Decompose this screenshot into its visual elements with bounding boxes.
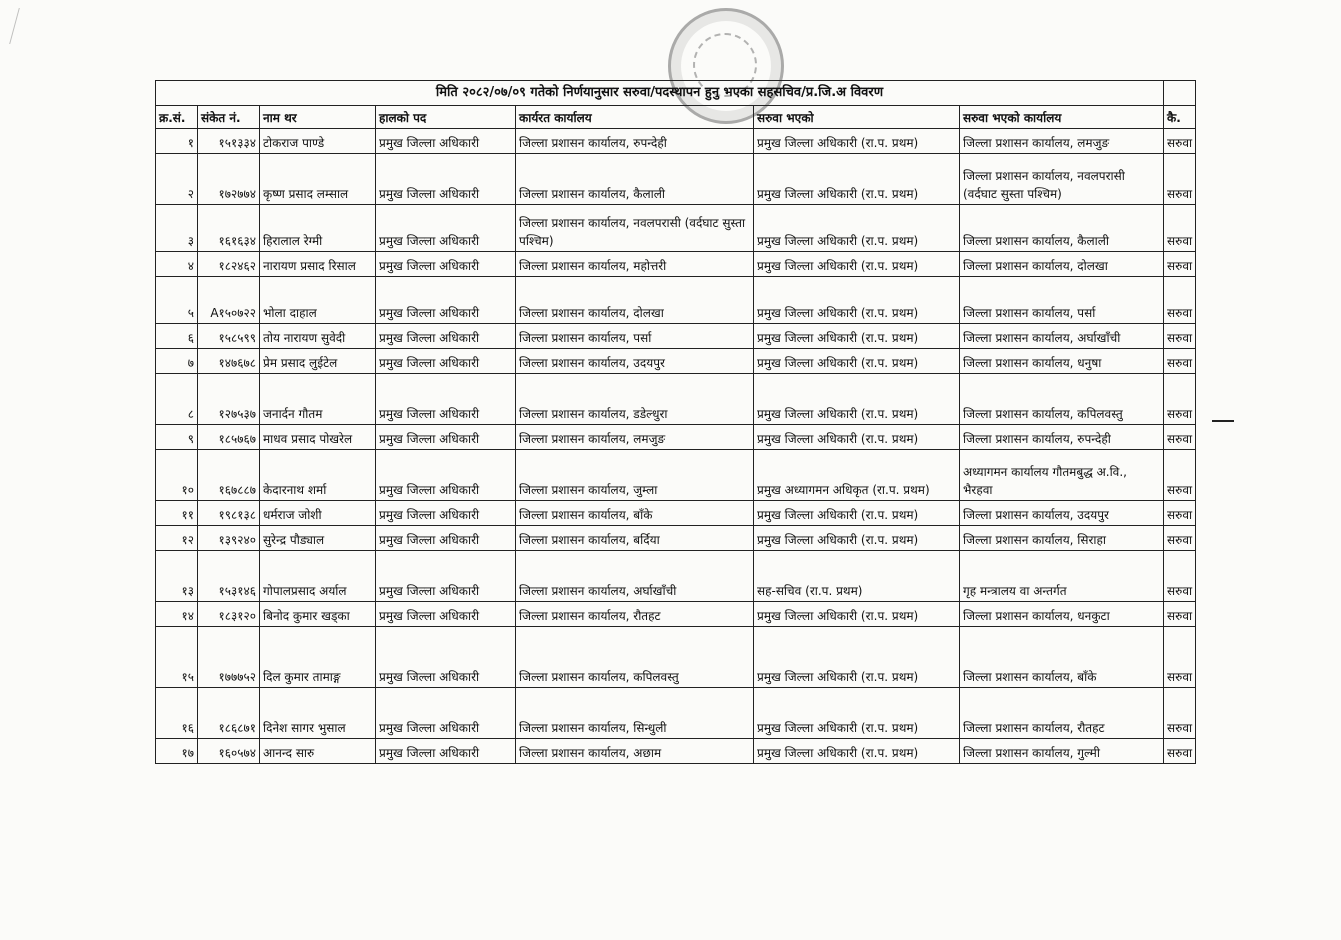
header-row	[156, 106, 1196, 129]
code-cell: १७७७५२	[198, 627, 260, 688]
code-cell: १३९२४०	[198, 526, 260, 551]
code-cell: A१५०७२२	[198, 277, 260, 324]
serial-cell: ३	[156, 205, 198, 252]
code-cell: १४७६७८	[198, 349, 260, 374]
current-post-cell: प्रमुख जिल्ला अधिकारी	[376, 252, 516, 277]
header-serial: क्र.सं.	[156, 106, 198, 129]
code-cell: १२७५३७	[198, 374, 260, 425]
remark-cell: सरुवा	[1164, 374, 1196, 425]
serial-cell: २	[156, 154, 198, 205]
working-office-cell: जिल्ला प्रशासन कार्यालय, उदयपुर	[516, 349, 754, 374]
table-row	[156, 205, 1196, 252]
current-post-cell: प्रमुख जिल्ला अधिकारी	[376, 501, 516, 526]
transferred-as-cell: प्रमुख जिल्ला अधिकारी (रा.प. प्रथम)	[754, 154, 960, 205]
remark-cell: सरुवा	[1164, 277, 1196, 324]
header-transferred-office: सरुवा भएको कार्यालय	[960, 106, 1164, 129]
title-blank-cell	[1164, 81, 1196, 106]
table-row	[156, 324, 1196, 349]
working-office-cell: जिल्ला प्रशासन कार्यालय, बर्दिया	[516, 526, 754, 551]
current-post-cell: प्रमुख जिल्ला अधिकारी	[376, 688, 516, 739]
working-office-cell: जिल्ला प्रशासन कार्यालय, लमजुङ	[516, 425, 754, 450]
current-post-cell: प्रमुख जिल्ला अधिकारी	[376, 739, 516, 764]
header-transferred-as: सरुवा भएको	[754, 106, 960, 129]
transferred-as-cell: प्रमुख जिल्ला अधिकारी (रा.प. प्रथम)	[754, 374, 960, 425]
header-code: संकेत नं.	[198, 106, 260, 129]
transferred-office-cell: जिल्ला प्रशासन कार्यालय, रुपन्देही	[960, 425, 1164, 450]
transferred-office-cell: जिल्ला प्रशासन कार्यालय, लमजुङ	[960, 129, 1164, 154]
current-post-cell: प्रमुख जिल्ला अधिकारी	[376, 627, 516, 688]
serial-cell: १४	[156, 602, 198, 627]
transferred-office-cell: जिल्ला प्रशासन कार्यालय, पर्सा	[960, 277, 1164, 324]
working-office-cell: जिल्ला प्रशासन कार्यालय, रौतहट	[516, 602, 754, 627]
working-office-cell: जिल्ला प्रशासन कार्यालय, कैलाली	[516, 154, 754, 205]
name-cell: कृष्ण प्रसाद लम्साल	[260, 154, 376, 205]
table-row	[156, 129, 1196, 154]
code-cell: १६०५७४	[198, 739, 260, 764]
name-cell: धर्मराज जोशी	[260, 501, 376, 526]
serial-cell: ५	[156, 277, 198, 324]
current-post-cell: प्रमुख जिल्ला अधिकारी	[376, 526, 516, 551]
name-cell: टोकराज पाण्डे	[260, 129, 376, 154]
current-post-cell: प्रमुख जिल्ला अधिकारी	[376, 551, 516, 602]
header-remarks: कै.	[1164, 106, 1196, 129]
code-cell: १८५७६७	[198, 425, 260, 450]
transferred-as-cell: प्रमुख जिल्ला अधिकारी (रा.प. प्रथम)	[754, 277, 960, 324]
current-post-cell: प्रमुख जिल्ला अधिकारी	[376, 154, 516, 205]
remark-cell: सरुवा	[1164, 688, 1196, 739]
name-cell: बिनोद कुमार खड्का	[260, 602, 376, 627]
current-post-cell: प्रमुख जिल्ला अधिकारी	[376, 129, 516, 154]
code-cell: १५३१४६	[198, 551, 260, 602]
serial-cell: ९	[156, 425, 198, 450]
code-cell: १८२४६२	[198, 252, 260, 277]
transferred-office-cell: जिल्ला प्रशासन कार्यालय, धनुषा	[960, 349, 1164, 374]
name-cell: गोपालप्रसाद अर्याल	[260, 551, 376, 602]
transferred-office-cell: जिल्ला प्रशासन कार्यालय, बाँके	[960, 627, 1164, 688]
table-row	[156, 501, 1196, 526]
transferred-as-cell: प्रमुख जिल्ला अधिकारी (रा.प. प्रथम)	[754, 526, 960, 551]
remark-cell: सरुवा	[1164, 349, 1196, 374]
code-cell: १८६८७१	[198, 688, 260, 739]
name-cell: हिरालाल रेग्मी	[260, 205, 376, 252]
remark-cell: सरुवा	[1164, 129, 1196, 154]
table-row	[156, 425, 1196, 450]
table-row	[156, 739, 1196, 764]
header-working-office: कार्यरत कार्यालय	[516, 106, 754, 129]
transferred-as-cell: सह-सचिव (रा.प. प्रथम)	[754, 551, 960, 602]
transferred-office-cell: अध्यागमन कार्यालय गौतमबुद्ध अ.वि., भैरहवा	[960, 450, 1164, 501]
remark-cell: सरुवा	[1164, 501, 1196, 526]
transferred-office-cell: जिल्ला प्रशासन कार्यालय, कैलाली	[960, 205, 1164, 252]
transferred-office-cell: जिल्ला प्रशासन कार्यालय, रौतहट	[960, 688, 1164, 739]
header-current-post: हालको पद	[376, 106, 516, 129]
name-cell: केदारनाथ शर्मा	[260, 450, 376, 501]
transferred-office-cell: गृह मन्त्रालय वा अन्तर्गत	[960, 551, 1164, 602]
remark-cell: सरुवा	[1164, 205, 1196, 252]
code-cell: १५८५९९	[198, 324, 260, 349]
transferred-office-cell: जिल्ला प्रशासन कार्यालय, दोलखा	[960, 252, 1164, 277]
serial-cell: ७	[156, 349, 198, 374]
serial-cell: ८	[156, 374, 198, 425]
table-row	[156, 252, 1196, 277]
name-cell: दिल कुमार तामाङ्ग	[260, 627, 376, 688]
transferred-as-cell: प्रमुख जिल्ला अधिकारी (रा.प. प्रथम)	[754, 205, 960, 252]
remark-cell: सरुवा	[1164, 252, 1196, 277]
header-name: नाम थर	[260, 106, 376, 129]
remark-cell: सरुवा	[1164, 425, 1196, 450]
code-cell: १९८१३८	[198, 501, 260, 526]
current-post-cell: प्रमुख जिल्ला अधिकारी	[376, 277, 516, 324]
serial-cell: १७	[156, 739, 198, 764]
transferred-as-cell: प्रमुख जिल्ला अधिकारी (रा.प. प्रथम)	[754, 602, 960, 627]
transferred-as-cell: प्रमुख जिल्ला अधिकारी (रा.प. प्रथम)	[754, 425, 960, 450]
working-office-cell: जिल्ला प्रशासन कार्यालय, जुम्ला	[516, 450, 754, 501]
table-row	[156, 450, 1196, 501]
serial-cell: ११	[156, 501, 198, 526]
title-row	[156, 81, 1196, 106]
remark-cell: सरुवा	[1164, 602, 1196, 627]
working-office-cell: जिल्ला प्रशासन कार्यालय, दोलखा	[516, 277, 754, 324]
name-cell: भोला दाहाल	[260, 277, 376, 324]
transferred-office-cell: जिल्ला प्रशासन कार्यालय, सिराहा	[960, 526, 1164, 551]
serial-cell: ६	[156, 324, 198, 349]
current-post-cell: प्रमुख जिल्ला अधिकारी	[376, 425, 516, 450]
remark-cell: सरुवा	[1164, 450, 1196, 501]
working-office-cell: जिल्ला प्रशासन कार्यालय, अछाम	[516, 739, 754, 764]
table-row	[156, 526, 1196, 551]
table-row	[156, 154, 1196, 205]
transferred-office-cell: जिल्ला प्रशासन कार्यालय, गुल्मी	[960, 739, 1164, 764]
remark-cell: सरुवा	[1164, 324, 1196, 349]
remark-cell: सरुवा	[1164, 627, 1196, 688]
remark-cell: सरुवा	[1164, 526, 1196, 551]
transferred-as-cell: प्रमुख जिल्ला अधिकारी (रा.प. प्रथम)	[754, 739, 960, 764]
code-cell: १८३१२०	[198, 602, 260, 627]
working-office-cell: जिल्ला प्रशासन कार्यालय, सिन्धुली	[516, 688, 754, 739]
name-cell: प्रेम प्रसाद लुईटेल	[260, 349, 376, 374]
code-cell: १६१६३४	[198, 205, 260, 252]
working-office-cell: जिल्ला प्रशासन कार्यालय, अर्घाखाँची	[516, 551, 754, 602]
transferred-office-cell: जिल्ला प्रशासन कार्यालय, कपिलवस्तु	[960, 374, 1164, 425]
serial-cell: १०	[156, 450, 198, 501]
code-cell: १७२७७४	[198, 154, 260, 205]
working-office-cell: जिल्ला प्रशासन कार्यालय, बाँके	[516, 501, 754, 526]
serial-cell: १२	[156, 526, 198, 551]
current-post-cell: प्रमुख जिल्ला अधिकारी	[376, 602, 516, 627]
code-cell: १६७८८७	[198, 450, 260, 501]
serial-cell: १५	[156, 627, 198, 688]
serial-cell: ४	[156, 252, 198, 277]
transferred-as-cell: प्रमुख जिल्ला अधिकारी (रा.प. प्रथम)	[754, 324, 960, 349]
table-row	[156, 374, 1196, 425]
transferred-as-cell: प्रमुख जिल्ला अधिकारी (रा.प. प्रथम)	[754, 349, 960, 374]
code-cell: १५१३३४	[198, 129, 260, 154]
name-cell: सुरेन्द्र पौड्याल	[260, 526, 376, 551]
current-post-cell: प्रमुख जिल्ला अधिकारी	[376, 450, 516, 501]
table-row	[156, 602, 1196, 627]
transferred-as-cell: प्रमुख जिल्ला अधिकारी (रा.प. प्रथम)	[754, 627, 960, 688]
name-cell: नारायण प्रसाद रिसाल	[260, 252, 376, 277]
working-office-cell: जिल्ला प्रशासन कार्यालय, रुपन्देही	[516, 129, 754, 154]
current-post-cell: प्रमुख जिल्ला अधिकारी	[376, 205, 516, 252]
margin-mark	[1212, 420, 1234, 422]
table-row	[156, 551, 1196, 602]
transferred-office-cell: जिल्ला प्रशासन कार्यालय, धनकुटा	[960, 602, 1164, 627]
table-row	[156, 688, 1196, 739]
current-post-cell: प्रमुख जिल्ला अधिकारी	[376, 374, 516, 425]
remark-cell: सरुवा	[1164, 739, 1196, 764]
transferred-as-cell: प्रमुख अध्यागमन अधिकृत (रा.प. प्रथम)	[754, 450, 960, 501]
name-cell: माधव प्रसाद पोखरेल	[260, 425, 376, 450]
table-row	[156, 277, 1196, 324]
transfer-table	[155, 80, 1196, 764]
name-cell: तोय नारायण सुवेदी	[260, 324, 376, 349]
transferred-office-cell: जिल्ला प्रशासन कार्यालय, अर्घाखाँची	[960, 324, 1164, 349]
name-cell: जनार्दन गौतम	[260, 374, 376, 425]
working-office-cell: जिल्ला प्रशासन कार्यालय, महोत्तरी	[516, 252, 754, 277]
remark-cell: सरुवा	[1164, 551, 1196, 602]
transferred-as-cell: प्रमुख जिल्ला अधिकारी (रा.प. प्रथम)	[754, 252, 960, 277]
page-title: मिति २०८२/०७/०९ गतेको निर्णयानुसार सरुवा/पदस्थापन हुनु भएका सहसचिव/प्र.जि.अ विवरण	[156, 81, 1164, 106]
serial-cell: १	[156, 129, 198, 154]
transferred-office-cell: जिल्ला प्रशासन कार्यालय, उदयपुर	[960, 501, 1164, 526]
name-cell: दिनेश सागर भुसाल	[260, 688, 376, 739]
table-row	[156, 349, 1196, 374]
transferred-as-cell: प्रमुख जिल्ला अधिकारी (रा.प. प्रथम)	[754, 688, 960, 739]
working-office-cell: जिल्ला प्रशासन कार्यालय, डडेल्धुरा	[516, 374, 754, 425]
corner-scribble	[9, 8, 48, 44]
serial-cell: १६	[156, 688, 198, 739]
transferred-as-cell: प्रमुख जिल्ला अधिकारी (रा.प. प्रथम)	[754, 129, 960, 154]
table-row	[156, 627, 1196, 688]
working-office-cell: जिल्ला प्रशासन कार्यालय, पर्सा	[516, 324, 754, 349]
current-post-cell: प्रमुख जिल्ला अधिकारी	[376, 324, 516, 349]
working-office-cell: जिल्ला प्रशासन कार्यालय, नवलपरासी (वर्दघाट सुस्ता पश्चिम)	[516, 205, 754, 252]
transferred-office-cell: जिल्ला प्रशासन कार्यालय, नवलपरासी (वर्दघाट सुस्ता पश्चिम)	[960, 154, 1164, 205]
remark-cell: सरुवा	[1164, 154, 1196, 205]
working-office-cell: जिल्ला प्रशासन कार्यालय, कपिलवस्तु	[516, 627, 754, 688]
serial-cell: १३	[156, 551, 198, 602]
transferred-as-cell: प्रमुख जिल्ला अधिकारी (रा.प. प्रथम)	[754, 501, 960, 526]
current-post-cell: प्रमुख जिल्ला अधिकारी	[376, 349, 516, 374]
name-cell: आनन्द सारु	[260, 739, 376, 764]
